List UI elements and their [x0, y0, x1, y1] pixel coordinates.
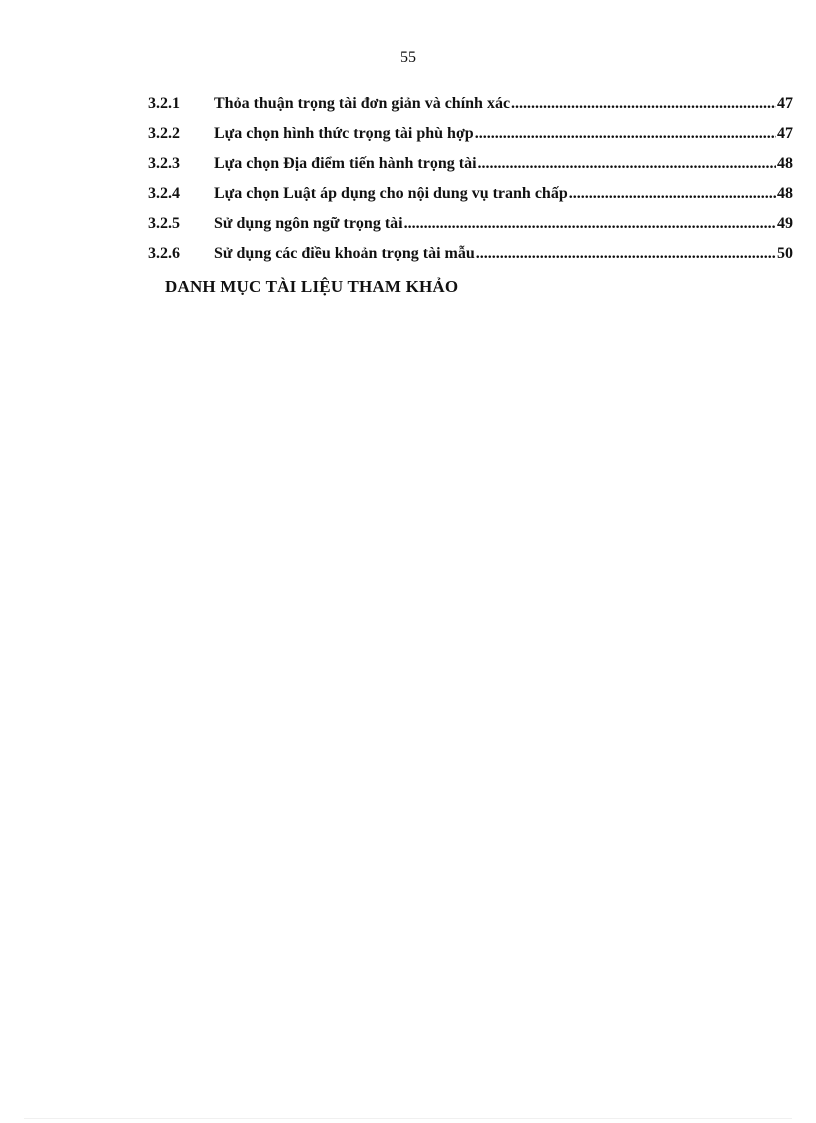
- toc-entry[interactable]: [148, 185, 793, 215]
- toc-entry-title: Sử dụng các điều khoản trọng tài mẫu: [214, 245, 475, 262]
- references-heading[interactable]: DANH MỤC TÀI LIỆU THAM KHẢO: [165, 277, 459, 296]
- toc-entry-title: Thỏa thuận trọng tài đơn giản và chính xác: [214, 95, 511, 112]
- toc-entry-page: 50: [777, 245, 793, 262]
- toc-dot-leader: [475, 125, 776, 143]
- toc-entry-number: 3.2.6: [148, 245, 180, 262]
- toc-entry-number: 3.2.3: [148, 155, 180, 172]
- toc-entry-title: Lựa chọn Địa điểm tiến hành trọng tài: [214, 155, 477, 172]
- toc-entry-number: 3.2.2: [148, 125, 180, 142]
- toc-entry-title: Sử dụng ngôn ngữ trọng tài: [214, 215, 403, 232]
- toc-dot-leader: [511, 95, 776, 113]
- toc-entry[interactable]: [148, 95, 793, 125]
- table-of-contents: [148, 95, 793, 275]
- toc-entry[interactable]: [148, 155, 793, 185]
- toc-entry-title: Lựa chọn hình thức trọng tài phù hợp: [214, 125, 474, 142]
- toc-entry[interactable]: [148, 215, 793, 245]
- toc-entry-page: 48: [777, 185, 793, 202]
- toc-entry-page: 47: [777, 95, 793, 112]
- toc-entry-number: 3.2.1: [148, 95, 180, 112]
- toc-entry-number: 3.2.4: [148, 185, 180, 202]
- toc-entry-title: Lựa chọn Luật áp dụng cho nội dung vụ tranh chấp: [214, 185, 568, 202]
- toc-entry-page: 47: [777, 125, 793, 142]
- toc-entry[interactable]: [148, 245, 793, 275]
- toc-dot-leader: [478, 155, 776, 173]
- page-number: 55: [400, 49, 416, 66]
- toc-entry-page: 48: [777, 155, 793, 172]
- toc-dot-leader: [404, 215, 776, 233]
- toc-entry-number: 3.2.5: [148, 215, 180, 232]
- toc-entry-page: 49: [777, 215, 793, 232]
- toc-dot-leader: [569, 185, 776, 203]
- toc-dot-leader: [476, 245, 776, 263]
- page-bottom-edge: [24, 1118, 792, 1119]
- toc-entry[interactable]: [148, 125, 793, 155]
